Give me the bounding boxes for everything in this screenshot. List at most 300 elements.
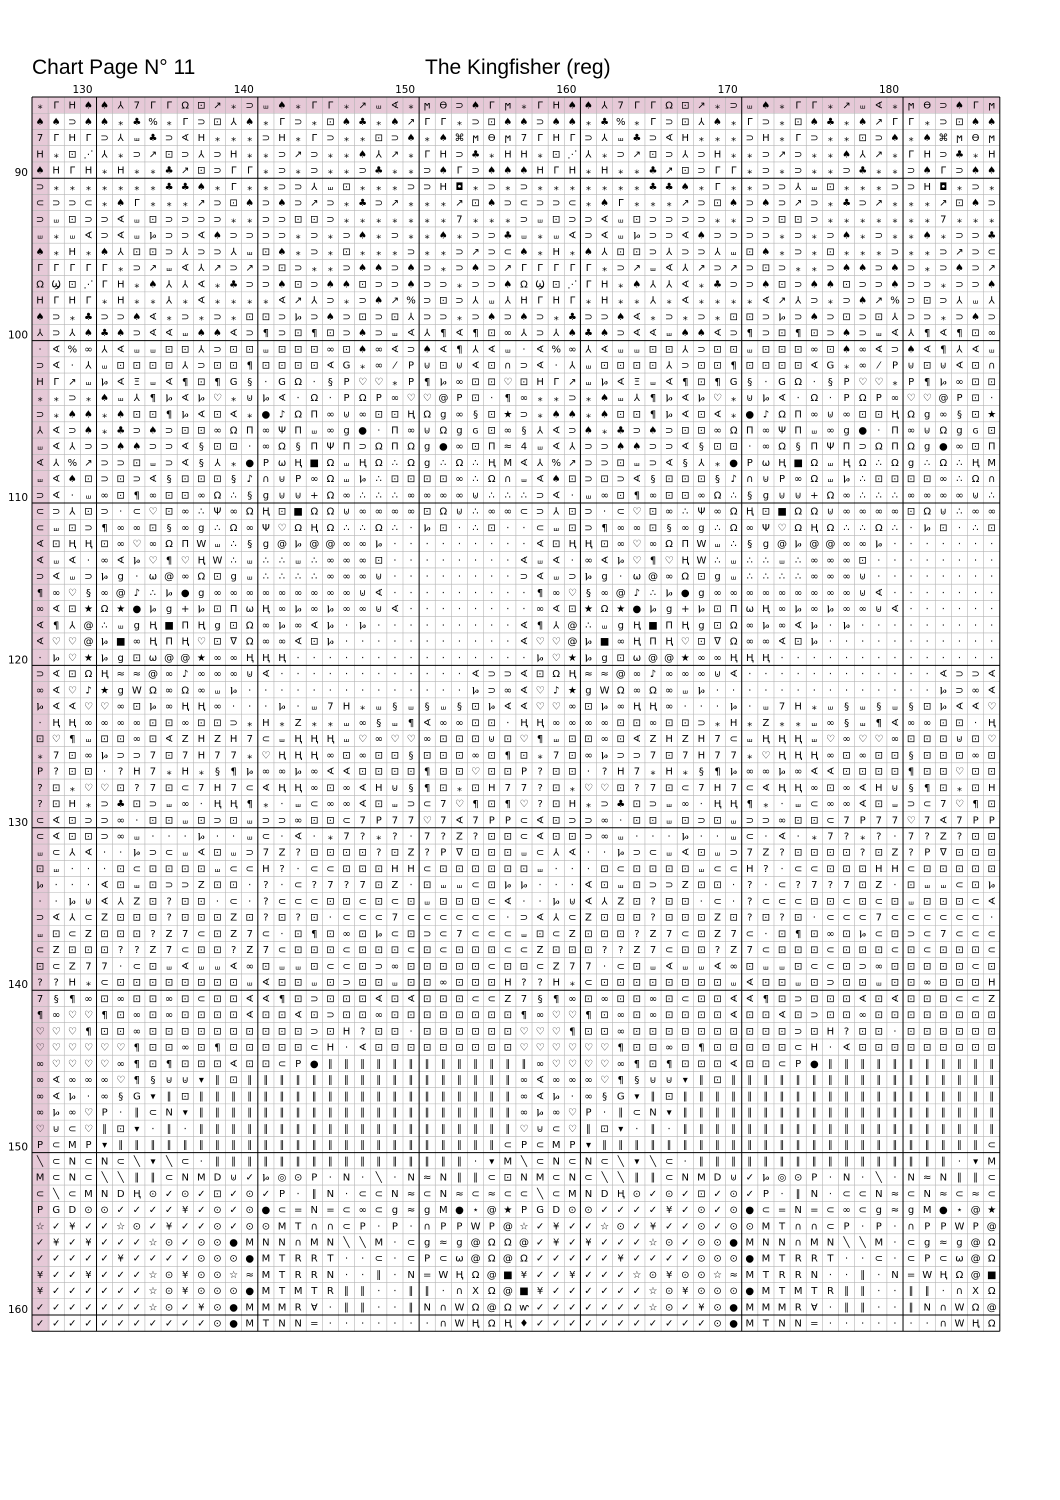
chart-symbol: ɢ [972, 425, 979, 437]
chart-symbol: ↗ [471, 246, 480, 258]
chart-symbol: Ⱈ [326, 604, 334, 616]
chart-symbol: ∢ [874, 100, 884, 112]
chart-symbol: Ω [407, 457, 415, 469]
chart-symbol: ⊡ [713, 604, 722, 616]
chart-symbol: ⊡ [810, 945, 819, 957]
chart-symbol: ⋅ [877, 1269, 881, 1281]
chart-symbol: ⊡ [793, 636, 803, 648]
chart-symbol: Ρ [520, 766, 527, 778]
chart-symbol: ∞ [35, 1075, 45, 1087]
chart-symbol: ⁎ [198, 311, 204, 323]
chart-symbol: ⊡ [971, 863, 980, 875]
chart-symbol: Ⱈ [423, 522, 431, 534]
chart-symbol: ⊂ [906, 912, 916, 924]
chart-symbol: Ν [439, 1172, 448, 1184]
chart-symbol: ∞ [100, 1075, 109, 1087]
chart-symbol: ⊃ [164, 133, 174, 145]
chart-symbol: Γ [585, 279, 592, 291]
chart-symbol: ╲ [617, 1156, 624, 1168]
chart-symbol: ⊂ [277, 896, 287, 908]
chart-symbol: ♠ [100, 393, 110, 405]
chart-symbol: R [294, 1253, 302, 1265]
chart-symbol: ∥ [731, 1091, 737, 1103]
chart-symbol: ⊃ [955, 165, 964, 177]
chart-symbol: Ω [294, 376, 302, 388]
chart-symbol: ∢ [51, 604, 61, 616]
chart-symbol: Ω [407, 441, 415, 453]
chart-symbol: ♠ [729, 198, 739, 210]
chart-symbol: ⋅ [490, 571, 494, 583]
chart-symbol: ⊃ [406, 246, 416, 258]
chart-symbol: ⊂ [552, 1172, 561, 1184]
chart-symbol: ♡ [519, 1123, 529, 1135]
chart-symbol: ⊂ [132, 863, 142, 875]
chart-symbol: ⊃ [584, 522, 593, 534]
chart-symbol: ∞ [713, 506, 722, 518]
chart-symbol: ∥ [779, 1123, 785, 1135]
chart-symbol: ♠ [858, 116, 868, 128]
chart-symbol: ♠ [551, 474, 561, 486]
chart-symbol: ⋅ [296, 652, 300, 664]
chart-symbol: Ζ [891, 847, 899, 859]
chart-symbol: ⁎ [263, 799, 269, 811]
chart-symbol: ♠ [358, 328, 368, 340]
chart-symbol: ♡ [906, 393, 916, 405]
chart-symbol: ⁎ [247, 214, 253, 226]
chart-symbol: ⊙ [164, 1302, 174, 1314]
chart-symbol: ⊂ [632, 1107, 642, 1119]
chart-symbol: Η [923, 181, 931, 193]
chart-symbol: ∞ [745, 522, 754, 534]
chart-symbol: ⊡ [422, 1026, 432, 1038]
chart-symbol: ♠ [132, 311, 142, 323]
chart-symbol: ⋅ [457, 685, 462, 697]
chart-symbol: @ [970, 1269, 981, 1281]
chart-symbol: ⋅ [296, 685, 300, 697]
chart-symbol: ⊡ [503, 766, 513, 778]
chart-symbol: Ⱈ [52, 1107, 60, 1119]
chart-symbol: ⋅ [441, 636, 445, 648]
chart-symbol: Μ [568, 1188, 577, 1200]
chart-symbol: ⊡ [487, 522, 496, 534]
chart-symbol: ⊡ [793, 815, 803, 827]
chart-symbol: ⊂ [342, 945, 351, 957]
chart-symbol: ● [745, 1205, 755, 1217]
chart-symbol: Ⱈ [601, 376, 609, 388]
chart-symbol: ≈ [439, 1237, 448, 1249]
chart-symbol: ⅄ [553, 328, 560, 340]
chart-symbol: Ⱨ [84, 539, 93, 551]
chart-symbol: 7 [827, 831, 834, 843]
chart-symbol: ⅄ [117, 896, 124, 908]
chart-symbol: ⊡ [584, 734, 593, 746]
chart-symbol: Γ [650, 100, 656, 112]
chart-symbol: ⋅ [490, 587, 494, 599]
chart-symbol: ? [634, 782, 640, 794]
chart-symbol: Ζ [52, 945, 60, 957]
chart-symbol: ⌘ [454, 133, 465, 145]
chart-symbol: ✓ [116, 1286, 125, 1298]
chart-symbol: 7 [617, 100, 624, 112]
chart-symbol: ⊂ [890, 945, 900, 957]
chart-symbol: ⧢ [85, 376, 92, 388]
chart-symbol: ⁎ [731, 409, 737, 421]
chart-symbol: ∴ [714, 555, 721, 567]
chart-symbol: ∞ [697, 669, 706, 681]
chart-symbol: § [666, 522, 672, 534]
chart-symbol: ⋅ [312, 669, 316, 681]
chart-symbol: ⊡ [568, 945, 577, 957]
chart-symbol: ∥ [698, 1107, 704, 1119]
chart-symbol: ∥ [892, 1156, 898, 1168]
chart-symbol: ⊡ [487, 328, 496, 340]
chart-symbol: ∥ [634, 1172, 640, 1184]
chart-symbol: Ν [68, 1156, 77, 1168]
chart-symbol: ✓ [648, 1253, 658, 1265]
chart-symbol: Ɐ [810, 1302, 818, 1314]
chart-symbol: ⊙ [84, 1205, 93, 1217]
chart-symbol: ⊡ [552, 149, 561, 161]
chart-symbol: ⊃ [51, 311, 61, 323]
chart-symbol: ⋅ [893, 652, 897, 664]
chart-symbol: 7 [359, 880, 366, 892]
chart-symbol: ¶ [972, 799, 979, 811]
chart-symbol: ⋅ [102, 847, 107, 859]
chart-symbol: ⊃ [422, 295, 432, 307]
chart-symbol: ⊡ [858, 409, 867, 421]
chart-symbol: ? [37, 977, 43, 989]
chart-symbol: ⊡ [148, 993, 158, 1005]
chart-symbol: Ρ [101, 1107, 108, 1119]
chart-symbol: ⅄ [230, 246, 237, 258]
chart-symbol: ∞ [68, 1075, 77, 1087]
chart-symbol: Π [649, 636, 657, 648]
chart-symbol: ⧢ [489, 295, 495, 307]
chart-symbol: ⧢ [279, 734, 285, 746]
chart-symbol: ⋅ [425, 571, 429, 583]
chart-symbol: Ⱈ [552, 1091, 560, 1103]
chart-symbol: ⋅ [925, 571, 929, 583]
chart-symbol: ¶ [423, 376, 431, 388]
chart-symbol: ∢ [552, 490, 561, 502]
chart-symbol: Ζ [762, 717, 770, 729]
chart-symbol: ⋅ [473, 620, 478, 632]
chart-symbol: ⋅ [925, 539, 929, 551]
chart-symbol: ◎ [277, 1172, 287, 1184]
chart-symbol: ⁎ [602, 149, 608, 161]
chart-symbol: ⋅ [974, 604, 978, 616]
chart-symbol: ∥ [327, 1107, 333, 1119]
chart-symbol: ∢ [277, 393, 287, 405]
chart-symbol: ∥ [940, 1107, 946, 1119]
chart-symbol: Γ [908, 149, 914, 161]
chart-symbol: ✓ [600, 1286, 609, 1298]
chart-symbol: ⊂ [906, 1237, 916, 1249]
chart-symbol: ∥ [473, 1091, 479, 1103]
chart-symbol: ⋅ [473, 587, 478, 599]
chart-symbol: ¶ [278, 993, 286, 1005]
chart-symbol: ⊡ [84, 766, 93, 778]
chart-symbol: ╲ [53, 1188, 60, 1200]
chart-symbol: ∞ [374, 344, 383, 356]
chart-symbol: ⊃ [777, 263, 787, 275]
chart-symbol: ⊃ [261, 133, 271, 145]
chart-symbol: § [150, 1075, 156, 1087]
chart-symbol: Τ [278, 1286, 286, 1298]
row-number: 140 [7, 979, 28, 992]
chart-symbol: ∢ [616, 376, 625, 388]
chart-symbol: Ν [826, 1237, 835, 1249]
chart-symbol: ⊂ [68, 928, 77, 940]
chart-symbol: ⁎ [811, 263, 817, 275]
chart-symbol: ⊃ [584, 474, 593, 486]
chart-symbol: ⋅ [248, 701, 252, 713]
chart-symbol: ∢ [519, 555, 529, 567]
chart-symbol: Ω [778, 441, 786, 453]
chart-symbol: ✓ [681, 1302, 690, 1314]
chart-symbol: ✓ [616, 1237, 625, 1249]
chart-symbol: ⁎ [634, 116, 640, 128]
chart-symbol: Ω [778, 409, 786, 421]
chart-symbol: ∥ [295, 1140, 301, 1152]
chart-symbol: ∥ [424, 1123, 430, 1135]
chart-symbol: ∥ [844, 1140, 850, 1152]
chart-symbol: ∥ [827, 1091, 833, 1103]
chart-symbol: ∴ [859, 522, 866, 534]
chart-symbol: Ω [955, 1269, 964, 1281]
chart-symbol: ⊃ [664, 425, 674, 437]
chart-symbol: ⧢ [247, 831, 253, 843]
chart-symbol: ∥ [456, 1140, 462, 1152]
chart-symbol: ⊡ [874, 409, 884, 421]
chart-symbol: ∞ [164, 669, 174, 681]
chart-symbol: ⊡ [600, 360, 609, 372]
chart-symbol: ⧢ [505, 344, 511, 356]
chart-symbol: ∢ [35, 620, 45, 632]
chart-symbol: ⋅ [974, 652, 978, 664]
chart-symbol: ⁎ [247, 149, 253, 161]
chart-symbol: ⊃ [519, 409, 529, 421]
chart-symbol: ♦ [519, 1318, 529, 1330]
chart-symbol: ∥ [908, 1075, 914, 1087]
chart-symbol: ⧢ [392, 717, 398, 729]
chart-symbol: Ⱈ [181, 409, 189, 421]
chart-symbol: ⋅ [506, 571, 510, 583]
chart-symbol: 7 [36, 993, 44, 1005]
chart-symbol: ⋅ [957, 555, 962, 567]
chart-symbol: ⊡ [326, 945, 335, 957]
chart-symbol: ⧢ [263, 344, 269, 356]
chart-symbol: Γ [246, 165, 253, 177]
chart-symbol: ∥ [247, 1107, 253, 1119]
chart-symbol: ♠ [616, 311, 626, 323]
chart-symbol: ⊃ [535, 506, 545, 518]
chart-symbol: ⊃ [422, 165, 432, 177]
chart-symbol: ⁎ [747, 717, 753, 729]
chart-symbol: Ν [584, 1156, 593, 1168]
chart-symbol: ⊂ [535, 522, 545, 534]
chart-symbol: ⊍ [568, 896, 577, 908]
chart-symbol: ⋆ [472, 1205, 479, 1217]
chart-symbol: ⋅ [893, 555, 897, 567]
chart-symbol: ⋅ [409, 831, 413, 843]
chart-symbol: ∢ [584, 880, 593, 892]
chart-symbol: ⅄ [472, 344, 479, 356]
chart-symbol: ⊃ [955, 230, 964, 242]
chart-symbol: ∩ [310, 1221, 318, 1233]
chart-symbol: W [954, 1302, 965, 1314]
chart-symbol: ⊃ [342, 977, 351, 989]
chart-symbol: Ρ [375, 815, 382, 827]
chart-symbol: ⧢ [714, 539, 721, 551]
chart-symbol: ⧢ [424, 896, 430, 908]
chart-symbol: ⊃ [277, 311, 287, 323]
chart-symbol: 7 [198, 782, 205, 794]
chart-symbol: ⊡ [971, 328, 980, 340]
chart-symbol: ⊂ [971, 993, 980, 1005]
column-number: 130 [72, 84, 93, 96]
chart-symbol: ∢ [51, 1091, 61, 1103]
chart-symbol: ⊃ [939, 149, 948, 161]
chart-symbol: ⋅ [861, 1221, 865, 1233]
chart-symbol: Ω [987, 1286, 996, 1298]
chart-symbol: ⊡ [552, 539, 561, 551]
chart-symbol: ⧢ [698, 961, 705, 973]
chart-symbol: Ⱈ [778, 766, 786, 778]
chart-symbol: ⊍ [359, 587, 367, 599]
chart-symbol: ∞ [455, 441, 464, 453]
chart-symbol: ⊡ [826, 181, 835, 193]
chart-symbol: ∥ [376, 1058, 382, 1070]
chart-symbol: ⁎ [327, 246, 333, 258]
chart-symbol: ✓ [100, 1318, 109, 1330]
chart-symbol: ⋅ [683, 701, 687, 713]
chart-symbol: ⁎ [360, 181, 366, 193]
chart-symbol: ∞ [326, 425, 335, 437]
chart-symbol: + [310, 490, 319, 502]
chart-symbol: % [67, 457, 78, 469]
chart-symbol: Ⱈ [601, 750, 609, 762]
chart-symbol: Η [133, 766, 141, 778]
chart-symbol: ⊡ [761, 912, 771, 924]
chart-symbol: ■ [777, 506, 787, 518]
chart-symbol: @ [615, 587, 626, 599]
chart-symbol: ↗ [568, 376, 577, 388]
chart-symbol: ⊡ [923, 766, 932, 778]
chart-symbol: ⊡ [164, 977, 174, 989]
chart-symbol: ⊃ [793, 246, 803, 258]
chart-symbol: ✓ [535, 1237, 545, 1249]
chart-symbol: ⋅ [86, 1091, 91, 1103]
chart-symbol: ∞ [374, 506, 383, 518]
chart-symbol: ⊍ [923, 425, 931, 437]
chart-symbol: ⊃ [100, 311, 109, 323]
chart-symbol: ⁎ [150, 198, 156, 210]
chart-symbol: ∥ [376, 1140, 382, 1152]
chart-symbol: ∢ [939, 328, 948, 340]
chart-symbol: ↗ [245, 263, 254, 275]
chart-symbol: ⊡ [568, 474, 577, 486]
chart-symbol: Ω [987, 1253, 996, 1265]
chart-symbol: Ν [326, 1237, 335, 1249]
chart-symbol: ∞ [664, 506, 674, 518]
chart-symbol: ✓ [116, 1318, 125, 1330]
chart-symbol: ⋅ [183, 831, 187, 843]
chart-symbol: ⊂ [664, 945, 674, 957]
chart-symbol: Ζ [681, 734, 689, 746]
chart-symbol: ∥ [876, 1107, 882, 1119]
chart-symbol: ⊡ [181, 490, 190, 502]
chart-symbol: ♡ [83, 1042, 93, 1054]
chart-symbol: Ν [278, 1237, 286, 1249]
chart-symbol: ⋅ [748, 701, 752, 713]
chart-symbol: ⋅ [941, 571, 945, 583]
chart-symbol: ⊙ [100, 1205, 109, 1217]
chart-symbol: ⁎ [618, 165, 624, 177]
chart-symbol: ⋅ [941, 636, 945, 648]
chart-symbol: ⊡ [116, 912, 125, 924]
chart-symbol: ⊡ [697, 360, 706, 372]
chart-symbol: ⋅ [312, 376, 316, 388]
chart-symbol: ⊡ [132, 457, 142, 469]
chart-symbol: ∥ [779, 1156, 785, 1168]
chart-symbol: ⋅ [441, 539, 445, 551]
chart-symbol: ? [537, 977, 543, 989]
chart-symbol: ⊂ [616, 506, 625, 518]
chart-symbol: ∞ [858, 344, 867, 356]
chart-symbol: § [295, 441, 301, 453]
chart-symbol: ⊡ [729, 311, 738, 323]
chart-symbol: ¶ [133, 490, 141, 502]
chart-symbol: ¶ [311, 928, 318, 940]
chart-symbol: ¶ [101, 1010, 108, 1022]
chart-symbol: ⊡ [213, 880, 222, 892]
chart-symbol: g [762, 539, 770, 551]
chart-symbol: ∥ [392, 1140, 398, 1152]
chart-symbol: ⊂ [568, 1156, 577, 1168]
chart-symbol: ⊙ [697, 1253, 706, 1265]
chart-symbol: ♠ [987, 116, 997, 128]
chart-symbol: ♠ [374, 263, 384, 275]
chart-symbol: ¶ [262, 328, 270, 340]
chart-symbol: ⊡ [793, 945, 803, 957]
chart-symbol: ⊃ [616, 263, 625, 275]
chart-symbol: ♡ [600, 1042, 610, 1054]
chart-symbol: ╲ [359, 1237, 366, 1249]
chart-symbol: ⊡ [148, 896, 158, 908]
chart-symbol: Η [278, 133, 286, 145]
chart-symbol: ⋅ [425, 1318, 429, 1330]
chart-symbol: ∞ [132, 1026, 142, 1038]
chart-symbol: ⋅ [586, 847, 591, 859]
chart-symbol: ✓ [584, 1253, 593, 1265]
chart-symbol: ⊡ [213, 912, 222, 924]
chart-symbol: ¥ [617, 1253, 624, 1265]
chart-symbol: Ν [310, 1205, 319, 1217]
chart-symbol: ⋅ [344, 1269, 349, 1281]
chart-symbol: Τ [262, 1318, 269, 1330]
chart-symbol: ⁎ [940, 279, 946, 291]
chart-symbol: ⁎ [634, 165, 640, 177]
chart-symbol: ■ [987, 1269, 997, 1281]
chart-symbol: ⊃ [35, 490, 45, 502]
chart-symbol: Ⱨ [649, 701, 657, 713]
chart-symbol: ⊡ [568, 506, 577, 518]
chart-symbol: Η [616, 766, 625, 778]
chart-symbol: ∥ [892, 1058, 898, 1070]
chart-symbol: ⋅ [893, 685, 897, 697]
chart-symbol: ✓ [245, 1172, 254, 1184]
